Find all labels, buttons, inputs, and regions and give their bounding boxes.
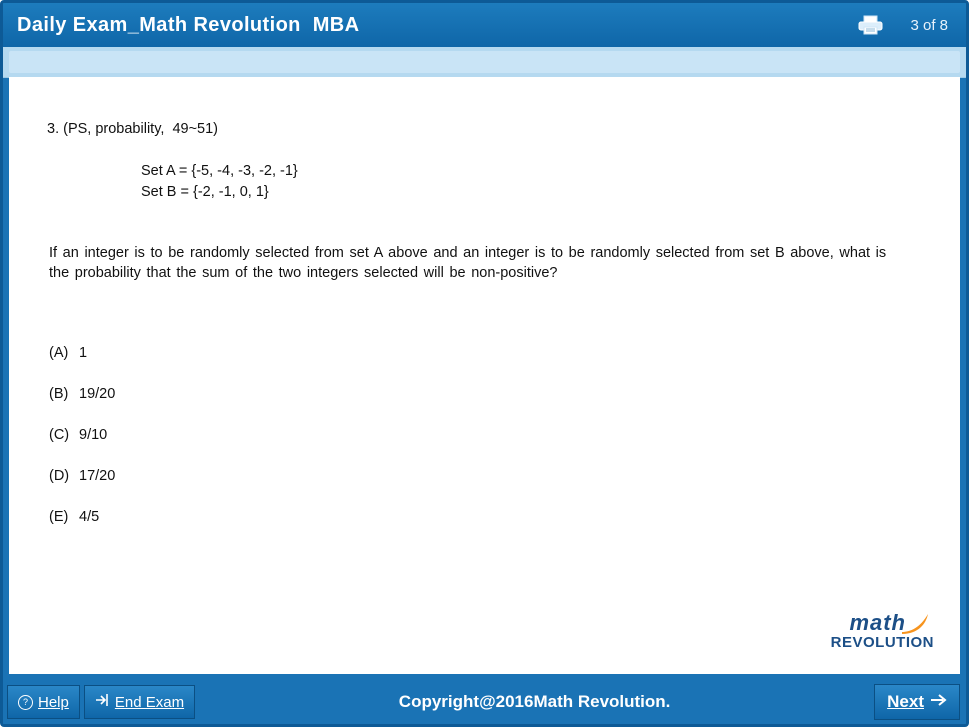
answer-choice[interactable] (49, 425, 920, 466)
choice-text: 17/20 (79, 468, 116, 484)
choice-label: (D) (49, 468, 70, 484)
exit-icon (95, 693, 110, 711)
question-mark-icon: ? (18, 695, 33, 710)
end-exam-button-label: End Exam (114, 693, 185, 711)
set-b-line: Set B = {-2, -1, 0, 1} (141, 184, 269, 200)
toolbar-band-inner (9, 51, 960, 73)
question-number: 3. (PS, probability, 49~51) (47, 121, 219, 137)
choice-label: (C) (49, 427, 70, 443)
title-bar-right (858, 15, 948, 35)
brand-logo (784, 612, 934, 658)
answer-choice[interactable] (49, 466, 920, 507)
answer-choices (49, 343, 920, 548)
choice-text: 9/10 (79, 427, 108, 443)
choice-text: 1 (79, 345, 88, 361)
choice-text: 4/5 (79, 509, 100, 525)
question-page (9, 77, 960, 674)
answer-choice[interactable] (49, 343, 920, 384)
choice-label: (E) (49, 509, 69, 525)
logo-word-math: math (849, 610, 906, 635)
set-a-line: Set A = {-5, -4, -3, -2, -1} (141, 163, 298, 179)
choice-label: (B) (49, 386, 69, 402)
printer-icon[interactable] (858, 15, 884, 35)
question-sets (141, 161, 298, 203)
copyright-text: Copyright@2016Math Revolution. (398, 692, 671, 711)
question-stem: If an integer is to be randomly selected from set A above and an integer is to be randomly selected from set B above, what is the probability that the sum of the two integers selected will be non-positive? (49, 245, 887, 281)
end-exam-button[interactable] (84, 685, 195, 719)
next-button-label: Next (887, 692, 924, 711)
next-button[interactable] (874, 684, 960, 720)
logo-word-revolution: REVOLUTION (830, 634, 934, 651)
footer-bar (3, 680, 966, 724)
answer-choice[interactable] (49, 384, 920, 425)
help-button-label: Help (38, 693, 69, 711)
arrow-right-icon (930, 692, 947, 712)
answer-choice[interactable] (49, 507, 920, 548)
choice-text: 19/20 (79, 386, 116, 402)
swoosh-icon (900, 612, 932, 636)
question-progress: 3 of 8 (910, 16, 948, 34)
page-title: Daily Exam_Math Revolution MBA (17, 13, 360, 36)
toolbar-band (3, 47, 966, 78)
choice-label: (A) (49, 345, 69, 361)
title-bar (3, 3, 966, 47)
help-button[interactable] (7, 685, 80, 719)
